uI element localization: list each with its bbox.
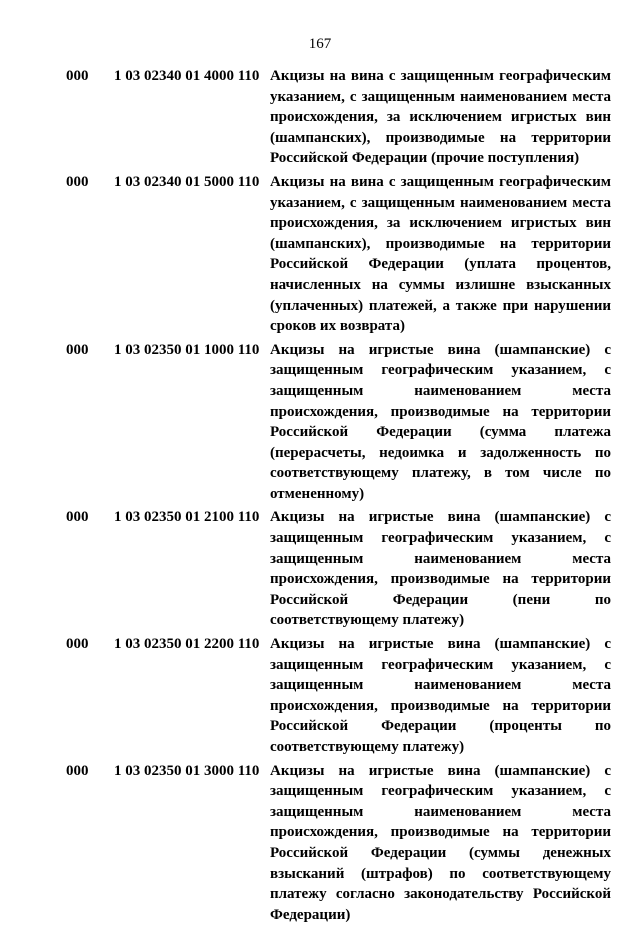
budget-code-list [66,66,614,928]
administrator-code: 000 [66,68,89,84]
administrator-code: 000 [66,509,89,526]
budget-classification-code: 1 03 02350 01 2100 110 [114,509,260,526]
code-description: Акцизы на вина с защищенным географическим указанием, с защищенным наименованием места происхождения, за исключением игристых вин (шампанских), производимые на территории Российской Федерации (уплата процентов, начисленных на суммы излишне взысканных (уплаченных) платежей, а также при нарушении сроков их возврата) [270,173,611,335]
budget-classification-code: 1 03 02350 01 2200 110 [114,636,260,653]
code-entry [66,66,614,169]
administrator-code: 000 [66,762,89,779]
code-entry [66,340,614,505]
budget-classification-code: 1 03 02340 01 4000 110 [114,68,260,84]
budget-classification-code: 1 03 02340 01 5000 110 [114,173,260,190]
code-entry [66,172,614,337]
budget-classification-code: 1 03 02350 01 3000 110 [114,762,260,779]
administrator-code: 000 [66,173,89,190]
code-entry [66,634,614,758]
code-description: Акцизы на игристые вина (шампанские) с защищенным географическим указанием, с защищенным наименованием места происхождения, производимые на территории Российской Федерации (сумма платежа (перерасчеты, недоимка и задолженность по соответствующему платежу, в том числе по отмененному) [270,341,611,502]
code-description: Акцизы на игристые вина (шампанские) с защищенным географическим указанием, с защищенным наименованием места происхождения, производимые на территории Российской Федерации (суммы денежных взысканий (штрафов) по соответствующему платежу согласно законодательству Российской Федерации) [270,762,611,923]
code-entry [66,761,614,926]
administrator-code: 000 [66,341,89,358]
administrator-code: 000 [66,636,89,653]
code-entry [66,507,614,631]
code-description: Акцизы на вина с защищенным географическим указанием, с защищенным наименованием места происхождения, за исключением игристых вин (шампанских), производимые на территории Российской Федерации (прочие поступления) [270,68,611,167]
code-description: Акцизы на игристые вина (шампанские) с защищенным географическим указанием, с защищенным наименованием места происхождения, производимые на территории Российской Федерации (проценты по соответствующему платежу) [270,636,611,755]
budget-classification-code: 1 03 02350 01 1000 110 [114,341,260,358]
code-description: Акцизы на игристые вина (шампанские) с защищенным географическим указанием, с защищенным наименованием места происхождения, производимые на территории Российской Федерации (пени по соответствующему платежу) [270,509,611,629]
page-number: 167 [308,36,332,52]
